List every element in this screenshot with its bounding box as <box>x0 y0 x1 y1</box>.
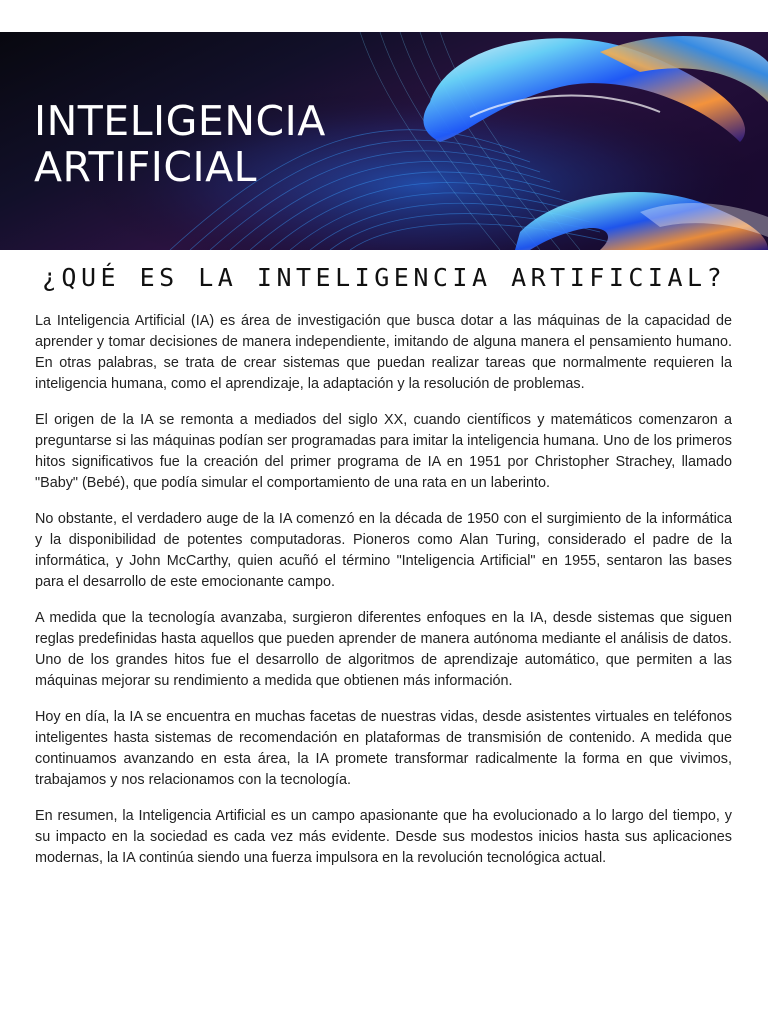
article-heading: ¿QUÉ ES LA INTELIGENCIA ARTIFICIAL? <box>41 263 727 292</box>
paragraph: A medida que la tecnología avanzaba, surgieron diferentes enfoques en la IA, desde sistemas que siguen reglas predefinidas hasta aquellos que pueden aprender de manera autónoma mediante el análisis de datos. Uno de los grandes hitos fue el desarrollo de algoritmos de aprendizaje automático, que permiten a las máquinas mejorar su rendimiento a medida que obtienen más información. <box>35 610 732 689</box>
banner-title-line: ARTIFICIAL <box>34 143 257 191</box>
paragraph: No obstante, el verdadero auge de la IA comenzó en la década de 1950 con el surgimiento de la informática y la disponibilidad de potentes computadoras. Pioneros como Alan Turing, considerado el padre de la informática, y John McCarthy, quien acuñó el término "Inteligencia Artificial" en 1955, sentaron las bases para el desarrollo de este emocionante campo. <box>35 511 732 590</box>
paragraph: Hoy en día, la IA se encuentra en muchas facetas de nuestras vidas, desde asistentes virtuales en teléfonos inteligentes hasta sistemas de recomendación en plataformas de transmisión de contenido. A medida que continuamos avanzando en esta área, la IA promete transformar radicalmente la forma en que vivimos, trabajamos y nos relacionamos con la tecnología. <box>35 709 732 788</box>
paragraph: La Inteligencia Artificial (IA) es área de investigación que busca dotar a las máquinas de la capacidad de aprender y tomar decisiones de manera independiente, imitando de alguna manera el pensamiento humano. En otras palabras, se trata de crear sistemas que puedan realizar tareas que normalmente requieren la inteligencia humana, como el aprendizaje, la adaptación y la resolución de problemas. <box>35 313 732 392</box>
article-body <box>35 311 732 884</box>
banner-title-line: INTELIGENCIA <box>34 97 326 145</box>
paragraph: En resumen, la Inteligencia Artificial es un campo apasionante que ha evolucionado a lo largo del tiempo, y su impacto en la sociedad es cada vez más evidente. Desde sus modestos inicios hasta sus aplicaciones modernas, la IA continúa siendo una fuerza impulsora en la revolución tecnológica actual. <box>35 808 732 866</box>
banner-title <box>34 98 326 190</box>
paragraph: El origen de la IA se remonta a mediados del siglo XX, cuando científicos y matemáticos comenzaron a preguntarse si las máquinas podían ser programadas para imitar la inteligencia humana. Uno de los primeros hitos significativos fue la creación del primer programa de IA en 1951 por Christopher Strachey, llamado "Baby" (Bebé), que podía simular el comportamiento de una rata en un laberinto. <box>35 412 732 491</box>
hero-banner <box>0 32 768 250</box>
